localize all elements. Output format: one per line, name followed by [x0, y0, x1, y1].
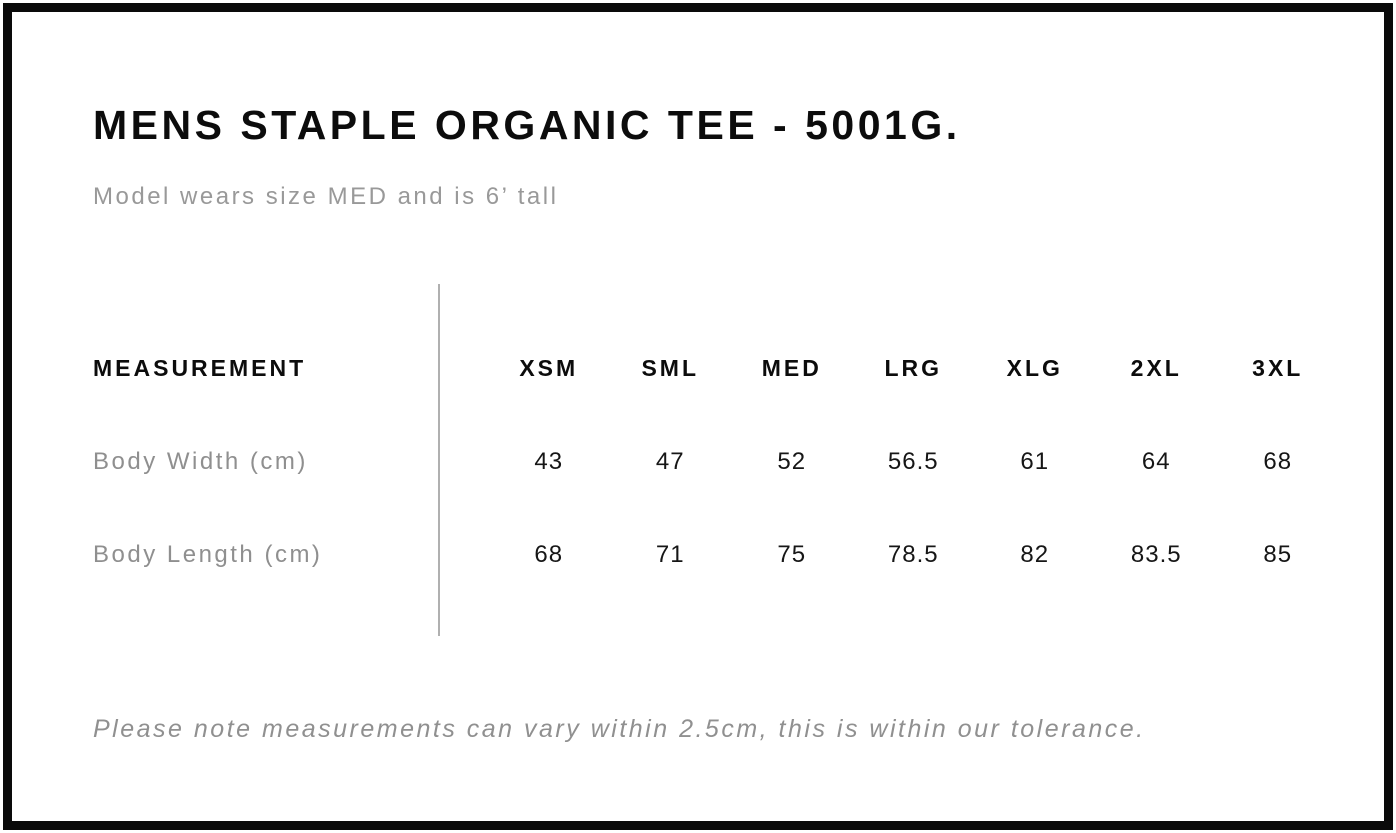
- body-length-xsm: 68: [534, 540, 564, 568]
- model-size-note: Model wears size MED and is 6’ tall: [93, 183, 559, 210]
- body-width-xlg: 61: [1020, 447, 1050, 475]
- body-length-2xl: 83.5: [1130, 540, 1182, 568]
- row-label-body-width: Body Width (cm): [93, 447, 308, 475]
- page-title: MENS STAPLE ORGANIC TEE - 5001G.: [93, 102, 961, 148]
- size-column-header-med: MED: [761, 355, 822, 381]
- tolerance-note: Please note measurements can vary within 2.5cm, this is within our tolerance.: [93, 715, 1146, 743]
- body-length-xlg: 82: [1020, 540, 1050, 568]
- row-label-body-length: Body Length (cm): [93, 540, 323, 568]
- body-length-lrg: 78.5: [887, 540, 939, 568]
- size-column-header-2xl: 2XL: [1130, 355, 1182, 381]
- size-column-header-3xl: 3XL: [1252, 355, 1304, 381]
- body-width-3xl: 68: [1263, 447, 1293, 475]
- body-width-xsm: 43: [534, 447, 564, 475]
- measurement-column-header: MEASUREMENT: [93, 355, 307, 381]
- size-chart-table: [93, 322, 1339, 601]
- size-column-header-sml: SML: [641, 355, 700, 381]
- size-column-header-xlg: XLG: [1006, 355, 1063, 381]
- size-column-header-lrg: LRG: [884, 355, 943, 381]
- body-width-med: 52: [777, 447, 807, 475]
- body-length-sml: 71: [655, 540, 685, 568]
- size-column-header-xsm: XSM: [519, 355, 579, 381]
- body-width-sml: 47: [655, 447, 685, 475]
- body-length-med: 75: [777, 540, 807, 568]
- body-width-lrg: 56.5: [887, 447, 939, 475]
- body-width-2xl: 64: [1141, 447, 1171, 475]
- body-length-3xl: 85: [1263, 540, 1293, 568]
